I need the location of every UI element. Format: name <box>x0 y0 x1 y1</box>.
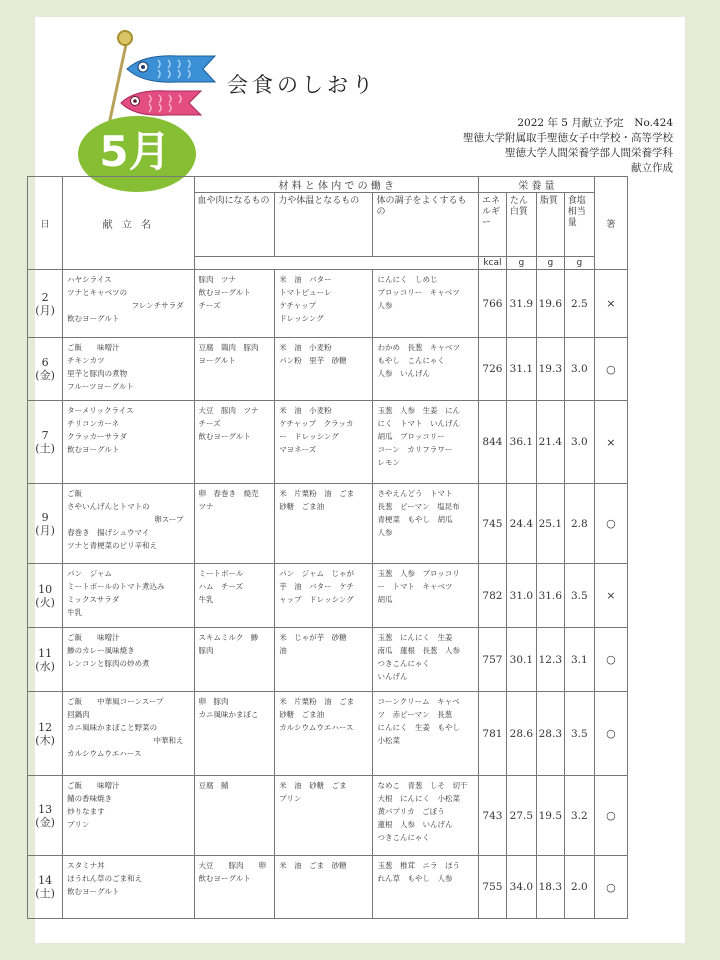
item-line: ご飯 味噌汁 <box>67 343 120 352</box>
salt-value: 2.8 <box>564 484 594 564</box>
item-line: カニ風味かまぼこ <box>198 710 259 719</box>
item-line: 飲むヨーグルト <box>198 874 251 883</box>
item-line: カルシウムウエハース <box>279 723 354 732</box>
item-line: 飲むヨーグルト <box>67 445 120 454</box>
fat-value: 19.5 <box>536 776 564 856</box>
energy-foods-cell <box>275 270 373 338</box>
regulating-foods-cell <box>373 338 479 401</box>
item-line: さやいんげんとトマトの <box>67 502 150 511</box>
item-line: ー ドレッシング <box>279 432 339 441</box>
energy-value: 781 <box>478 692 506 776</box>
weekday: (木) <box>35 733 55 747</box>
fat-value: 21.4 <box>536 401 564 484</box>
item-line: レンコンと豚肉の炒め煮 <box>67 659 150 668</box>
salt-value: 3.0 <box>564 401 594 484</box>
item-line: 小松菜 <box>377 736 400 745</box>
item-line: 人参 <box>377 528 393 537</box>
item-line: 砂糖 ごま油 <box>279 502 325 511</box>
item-line: フルーツヨーグルト <box>67 382 134 391</box>
day-cell <box>28 338 63 401</box>
salt-value: 3.5 <box>564 564 594 628</box>
item-line: ケチャップ クラッカ <box>279 419 354 428</box>
item-line: ツ 赤ピーマン 長葱 <box>377 710 453 719</box>
koinobori-icon <box>123 52 223 86</box>
item-line: 飲むヨーグルト <box>198 288 251 297</box>
item-line: 米 片栗粉 油 ごま <box>279 489 355 498</box>
day-cell <box>28 628 63 692</box>
item-line: もやし こんにゃく <box>377 356 445 365</box>
item-line: コーンクリーム キャベ <box>377 697 460 706</box>
item-line: 卵 春巻き 焼売 <box>198 489 259 498</box>
item-line: カニ風味かまぼこと野菜の <box>67 723 158 732</box>
energy-header: エネルギー <box>478 193 506 257</box>
salt-header: 食塩相当量 <box>564 193 594 257</box>
item-line: 牛乳 <box>198 595 214 604</box>
protein-foods-cell <box>194 692 275 776</box>
date-number: 9 <box>41 510 49 524</box>
unit-g: g <box>506 257 536 270</box>
item-line: 玉葱 にんにく 生姜 <box>377 633 453 642</box>
item-line: 炒りなます <box>67 807 105 816</box>
item-line: ほうれん草のごま和え <box>67 874 143 883</box>
item-line: ー トマト キャベツ <box>377 582 453 591</box>
item-line: 大根 にんにく 小松菜 <box>377 794 460 803</box>
item-line: トマトピューレ <box>279 288 332 297</box>
weekday: (土) <box>35 887 55 900</box>
item-line: ハヤシライス <box>67 275 112 284</box>
item-line: チーズ <box>198 301 221 310</box>
regulating-foods-cell <box>373 628 479 692</box>
item-line: プリン <box>279 794 302 803</box>
item-line: ご飯 中華風コーンスープ <box>67 697 164 706</box>
item-line: パン粉 里芋 砂糖 <box>279 356 347 365</box>
item-line: 人参 <box>377 301 393 310</box>
item-line: にんにく 生姜 もやし <box>377 723 460 732</box>
item-line: ツナ <box>198 502 214 511</box>
item-line: 南瓜 蓮根 長葱 人参 <box>377 646 460 655</box>
item-line: マヨネーズ <box>279 445 317 454</box>
date-number: 12 <box>38 720 53 734</box>
ingredients-unit-spacer <box>194 257 478 270</box>
chopsticks-mark: × <box>594 564 627 628</box>
item-line: ミートボールのトマト煮込み <box>67 582 165 591</box>
item-line: 大豆 豚肉 卵 <box>198 861 267 870</box>
item-line: スタミナ丼 <box>67 861 105 870</box>
energy-value: 766 <box>478 270 506 338</box>
fat-header: 脂質 <box>536 193 564 257</box>
item-line: ヨーグルト <box>198 356 236 365</box>
energy-foods-cell <box>275 776 373 856</box>
day-cell <box>28 776 63 856</box>
item-line: 米 油 砂糖 ごま <box>279 781 347 790</box>
day-header: 日 <box>28 177 63 270</box>
item-line: 飲むヨーグルト <box>198 432 251 441</box>
chopsticks-mark: ○ <box>594 776 627 856</box>
item-line: ご飯 <box>67 489 83 498</box>
item-line: ハム チーズ <box>198 582 244 591</box>
item-line: ご飯 味噌汁 <box>67 633 120 642</box>
energy-value: 782 <box>478 564 506 628</box>
fat-value: 31.6 <box>536 564 564 628</box>
protein-value: 34.0 <box>506 856 536 919</box>
regulating-foods-cell <box>373 484 479 564</box>
energy-value: 757 <box>478 628 506 692</box>
protein-value: 31.0 <box>506 564 536 628</box>
item-line: 玉葱 椎茸 ニラ ほう <box>377 861 460 870</box>
energy-value: 844 <box>478 401 506 484</box>
nutrition-header: 栄 養 量 <box>478 177 594 193</box>
salt-value: 3.2 <box>564 776 594 856</box>
month-label: 5月 <box>99 127 171 176</box>
item-line: 蓮根 人参 いんげん <box>377 820 453 829</box>
item-line: つきこんにゃく <box>377 833 430 842</box>
item-line: 回鍋肉 <box>67 710 90 719</box>
day-cell <box>28 484 63 564</box>
day-cell <box>28 692 63 776</box>
protein-value: 27.5 <box>506 776 536 856</box>
item-line: なめこ 青葱 しそ 切干 <box>377 781 468 790</box>
energy-foods-cell <box>275 401 373 484</box>
menu-cell <box>63 338 194 401</box>
item-line: 胡瓜 <box>377 595 393 604</box>
item-line: チリコンカーネ <box>67 419 120 428</box>
item-line: わかめ 長葱 キャベツ <box>377 343 460 352</box>
item-line: 牛乳 <box>67 608 83 617</box>
item-line: 胡瓜 ブロッコリー <box>377 432 445 441</box>
item-line: ャップ ドレッシング <box>279 595 354 604</box>
weekday: (金) <box>35 369 55 382</box>
fat-value: 19.3 <box>536 338 564 401</box>
item-line: 米 じゃが芋 砂糖 <box>279 633 347 642</box>
item-line: 芋 油 バター ケチ <box>279 582 354 591</box>
chopsticks-mark: ○ <box>594 628 627 692</box>
item-line: つきこんにゃく <box>377 659 430 668</box>
regulating-foods-cell <box>373 776 479 856</box>
date-number: 11 <box>38 646 53 660</box>
protein-header: たん白質 <box>506 193 536 257</box>
protein-value: 30.1 <box>506 628 536 692</box>
item-line: 米 油 小麦粉 <box>279 406 332 415</box>
salt-value: 3.0 <box>564 338 594 401</box>
item-line: 黄パプリカ ごぼう <box>377 807 445 816</box>
item-line: 米 片栗粉 油 ごま <box>279 697 355 706</box>
item-line: 玉葱 人参 生姜 にん <box>377 406 460 415</box>
header-line: 献立作成 <box>631 162 673 174</box>
chopsticks-mark: ○ <box>594 338 627 401</box>
menu-row <box>28 270 628 338</box>
item-line: 油 <box>279 646 287 655</box>
item-line: 豆腐 鯖 <box>198 781 229 790</box>
item-line: 卵 豚肉 <box>198 697 229 706</box>
regulating-foods-cell <box>373 564 479 628</box>
item-line: 豚肉 <box>198 646 214 655</box>
menu-cell <box>63 856 194 919</box>
item-line: 玉葱 人参 ブロッコリ <box>377 569 460 578</box>
fat-value: 12.3 <box>536 628 564 692</box>
item-line: 米 油 ごま 砂糖 <box>279 861 347 870</box>
header-line: 聖徳大学附属取手聖徳女子中学校・高等学校 <box>463 132 673 144</box>
item-line: 豚肉 ツナ <box>198 275 237 284</box>
protein-value: 36.1 <box>506 401 536 484</box>
item-line: フレンチサラダ <box>131 301 184 310</box>
menu-cell <box>63 484 194 564</box>
salt-value: 2.5 <box>564 270 594 338</box>
item-line: さやえんどう トマト <box>377 489 453 498</box>
protein-foods-cell <box>194 401 275 484</box>
chopsticks-mark: ○ <box>594 484 627 564</box>
menu-row <box>28 401 628 484</box>
item-line: にんにく しめじ <box>377 275 438 284</box>
chopsticks-header: 箸 <box>594 177 627 270</box>
unit-g: g <box>564 257 594 270</box>
item-line: 大豆 豚肉 ツナ <box>198 406 259 415</box>
energy-foods-cell <box>275 692 373 776</box>
salt-value: 2.0 <box>564 856 594 919</box>
menu-row <box>28 338 628 401</box>
header-line: 聖徳大学人間栄養学部人間栄養学科 <box>505 147 673 159</box>
date-number: 10 <box>38 582 53 596</box>
fat-value: 18.3 <box>536 856 564 919</box>
protein-foods-cell <box>194 628 275 692</box>
item-line: 鯖の香味焼き <box>67 794 113 803</box>
menu-cell <box>63 564 194 628</box>
date-number: 13 <box>38 802 53 816</box>
item-line: いんげん <box>377 672 408 681</box>
regulating-foods-header: 体の調子をよくするもの <box>373 193 479 257</box>
menu-cell <box>63 692 194 776</box>
weekday: (土) <box>35 442 55 455</box>
chopsticks-mark: × <box>594 401 627 484</box>
item-line: 砂糖 ごま油 <box>279 710 325 719</box>
menu-cell <box>63 776 194 856</box>
menu-header: 献 立 名 <box>63 177 194 270</box>
regulating-foods-cell <box>373 270 479 338</box>
fat-value: 25.1 <box>536 484 564 564</box>
date-number: 14 <box>38 874 53 887</box>
item-line: カルシウムウエハース <box>67 749 142 758</box>
energy-foods-cell <box>275 628 373 692</box>
protein-value: 31.9 <box>506 270 536 338</box>
protein-foods-cell <box>194 338 275 401</box>
item-line: チキンカツ <box>67 356 105 365</box>
regulating-foods-cell <box>373 692 479 776</box>
item-line: ドレッシング <box>279 314 324 323</box>
item-line: ケチャップ <box>279 301 317 310</box>
item-line: ミックスサラダ <box>67 595 120 604</box>
item-line: 鯵のカレー風味焼き <box>67 646 135 655</box>
item-line: クラッカーサラダ <box>67 432 127 441</box>
weekday: (火) <box>35 595 55 609</box>
item-line: プリン <box>67 820 90 829</box>
energy-foods-cell <box>275 338 373 401</box>
menu-cell <box>63 628 194 692</box>
chopsticks-mark: ○ <box>594 692 627 776</box>
salt-value: 3.1 <box>564 628 594 692</box>
energy-foods-header: 力や体温となるもの <box>275 193 373 257</box>
item-line: 米 油 小麦粉 <box>279 343 332 352</box>
regulating-foods-cell <box>373 401 479 484</box>
date-number: 2 <box>41 290 49 304</box>
menu-cell <box>63 270 194 338</box>
protein-value: 31.1 <box>506 338 536 401</box>
protein-value: 24.4 <box>506 484 536 564</box>
day-cell <box>28 856 63 919</box>
document-title: 会食のしおり <box>227 73 377 97</box>
item-line: 人参 いんげん <box>377 369 430 378</box>
unit-kcal: kcal <box>478 257 506 270</box>
koinobori-pink-icon <box>117 87 207 119</box>
chopsticks-mark: ○ <box>594 856 627 919</box>
protein-foods-cell <box>194 564 275 628</box>
fat-value: 19.6 <box>536 270 564 338</box>
item-line: れん草 もやし 人参 <box>377 874 453 883</box>
item-line: コーン カリフラワー <box>377 445 453 454</box>
item-line: 飲むヨーグルト <box>67 314 120 323</box>
unit-g: g <box>536 257 564 270</box>
item-line: パン ジャム <box>67 569 113 578</box>
item-line: 里芋と豚肉の煮物 <box>67 369 128 378</box>
item-line: 長葱 ピーマン 塩昆布 <box>377 502 460 511</box>
item-line: ツナとキャベツの <box>67 288 128 297</box>
date-number: 7 <box>41 429 49 442</box>
menu-row <box>28 692 628 776</box>
day-cell <box>28 564 63 628</box>
weekday: (月) <box>35 523 55 537</box>
menu-row <box>28 776 628 856</box>
item-line: ミートボール <box>198 569 244 578</box>
ingredients-header: 材 料 と 体 内 で の 働 き <box>194 177 478 193</box>
item-line: にく トマト いんげん <box>377 419 460 428</box>
menu-row <box>28 856 628 919</box>
item-line: スキムミルク 鯵 <box>198 633 259 642</box>
weekday: (水) <box>35 659 55 673</box>
protein-foods-cell <box>194 484 275 564</box>
item-line: レモン <box>377 458 400 467</box>
chopsticks-mark: × <box>594 270 627 338</box>
menu-row <box>28 484 628 564</box>
protein-value: 28.6 <box>506 692 536 776</box>
protein-foods-cell <box>194 270 275 338</box>
item-line: ブロッコリー キャベツ <box>377 288 460 297</box>
item-line: 豆腐 鶏肉 豚肉 <box>198 343 259 352</box>
item-line: 卵スープ <box>154 515 184 524</box>
salt-value: 3.5 <box>564 692 594 776</box>
energy-value: 755 <box>478 856 506 919</box>
energy-foods-cell <box>275 856 373 919</box>
date-number: 6 <box>41 356 49 369</box>
menu-row <box>28 628 628 692</box>
energy-foods-cell <box>275 564 373 628</box>
energy-value: 743 <box>478 776 506 856</box>
menu-cell <box>63 401 194 484</box>
pole-ball <box>117 30 133 46</box>
item-line: パン ジャム じゃが <box>279 569 355 578</box>
day-cell <box>28 401 63 484</box>
item-line: ツナと青梗菜のピリ辛和え <box>67 541 158 550</box>
item-line: ターメリックライス <box>67 406 134 415</box>
protein-foods-header: 血や肉になるもの <box>194 193 275 257</box>
item-line: 春巻き 揚げシュウマイ <box>67 528 150 537</box>
item-line: 米 油 バター <box>279 275 332 284</box>
item-line: 青梗菜 もやし 胡瓜 <box>377 515 453 524</box>
menu-row <box>28 564 628 628</box>
header-info <box>463 116 673 176</box>
day-cell <box>28 270 63 338</box>
item-line: 中華和え <box>153 736 184 745</box>
menu-table <box>27 176 628 919</box>
item-line: 飲むヨーグルト <box>67 887 120 896</box>
energy-foods-cell <box>275 484 373 564</box>
item-line: ご飯 味噌汁 <box>67 781 120 790</box>
protein-foods-cell <box>194 856 275 919</box>
energy-value: 726 <box>478 338 506 401</box>
energy-value: 745 <box>478 484 506 564</box>
weekday: (金) <box>35 815 55 829</box>
fat-value: 28.3 <box>536 692 564 776</box>
header-line: 2022 年 5 月献立予定 No.424 <box>517 117 673 129</box>
weekday: (月) <box>35 303 55 317</box>
item-line: チーズ <box>198 419 221 428</box>
regulating-foods-cell <box>373 856 479 919</box>
protein-foods-cell <box>194 776 275 856</box>
